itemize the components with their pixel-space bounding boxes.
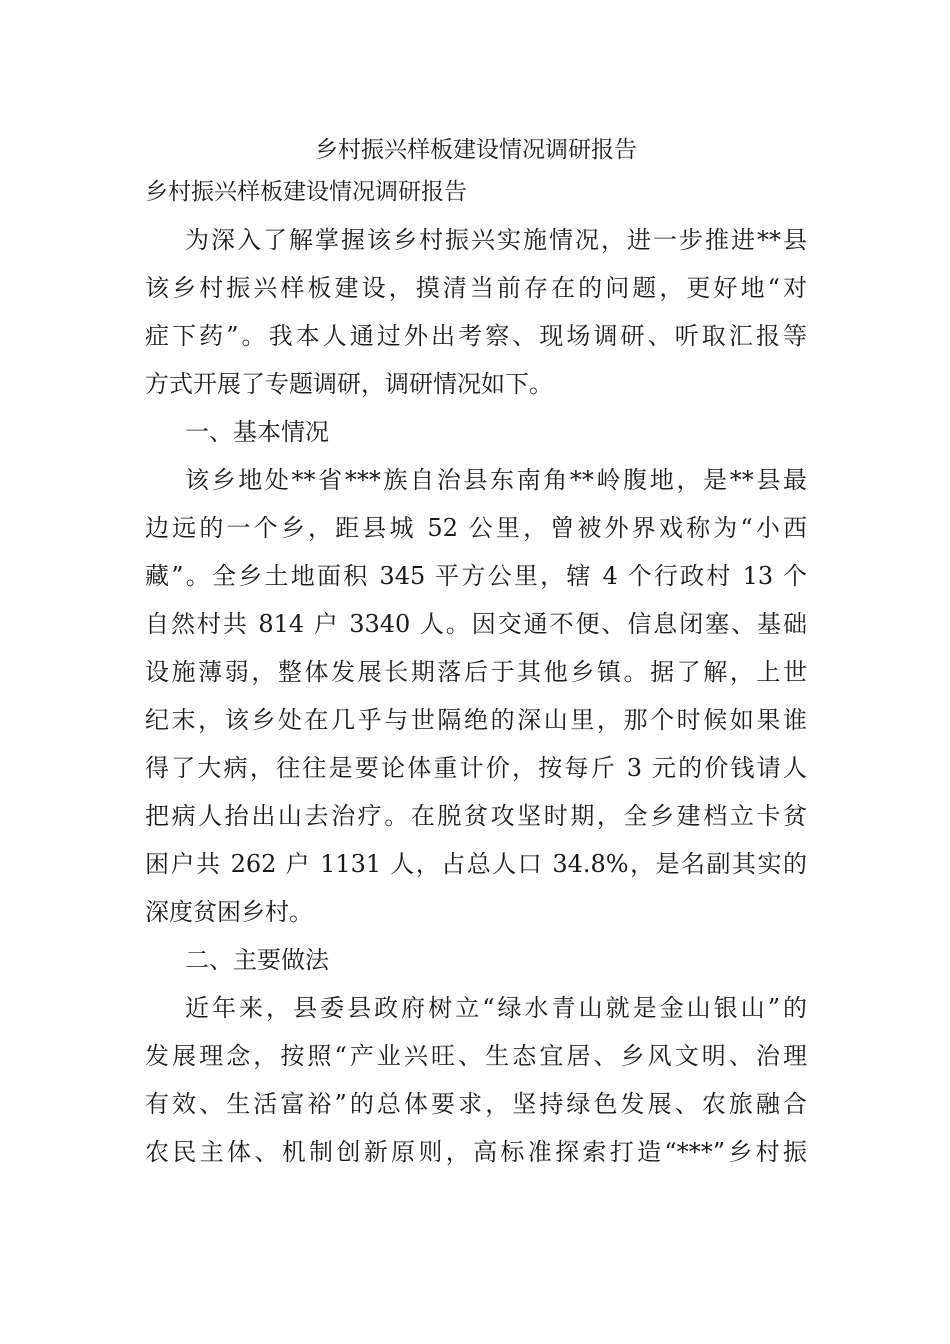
paragraph-line: 为深入了解掌握该乡村振兴实施情况，进一步推进**县	[185, 226, 807, 254]
paragraph-line: 边远的一个乡，距县城 52 公里，曾被外界戏称为“小西	[145, 514, 807, 542]
paragraph-line: 该乡地处**省***族自治县东南角**岭腹地，是**县最	[185, 466, 807, 494]
paragraph-line: 有效、生活富裕”的总体要求，坚持绿色发展、农旅融合	[145, 1090, 807, 1118]
document-body	[145, 130, 807, 1176]
paragraph-line: 困户共 262 户 1131 人，占总人口 34.8%，是名副其实的	[145, 850, 807, 878]
section-heading-main-practices: 二、主要做法	[185, 946, 329, 974]
intro-paragraph	[145, 216, 807, 408]
document-title: 乡村振兴样板建设情况调研报告	[315, 137, 637, 163]
paragraph-line: 纪末，该乡处在几乎与世隔绝的深山里，那个时候如果谁	[145, 706, 807, 734]
paragraph-line: 设施薄弱，整体发展长期落后于其他乡镇。据了解，上世	[145, 658, 807, 686]
paragraph-line: 农民主体、机制创新原则，高标准探索打造“***”乡村振	[145, 1138, 807, 1166]
paragraph-line: 藏”。全乡土地面积 345 平方公里，辖 4 个行政村 13 个	[145, 562, 807, 590]
paragraph-line: 自然村共 814 户 3340 人。因交通不便、信息闭塞、基础	[145, 610, 807, 638]
paragraph-line: 发展理念，按照“产业兴旺、生态宜居、乡风文明、治理	[145, 1042, 807, 1070]
paragraph-line: 得了大病，往往是要论体重计价，按每斤 3 元的价钱请人	[145, 754, 807, 782]
paragraph-line: 该乡村振兴样板建设，摸清当前存在的问题，更好地“对	[145, 274, 807, 302]
paragraph-line: 深度贫困乡村。	[145, 898, 313, 926]
main-practices-paragraph	[145, 984, 807, 1176]
paragraph-line: 方式开展了专题调研，调研情况如下。	[145, 370, 553, 398]
paragraph-line: 近年来，县委县政府树立“绿水青山就是金山银山”的	[185, 994, 807, 1022]
section-heading-basic-situation: 一、基本情况	[185, 418, 329, 446]
paragraph-line: 把病人抬出山去治疗。在脱贫攻坚时期，全乡建档立卡贫	[145, 802, 807, 830]
basic-situation-paragraph	[145, 456, 807, 936]
paragraph-line: 症下药”。我本人通过外出考察、现场调研、听取汇报等	[145, 322, 807, 350]
document-subtitle: 乡村振兴样板建设情况调研报告	[145, 179, 467, 205]
